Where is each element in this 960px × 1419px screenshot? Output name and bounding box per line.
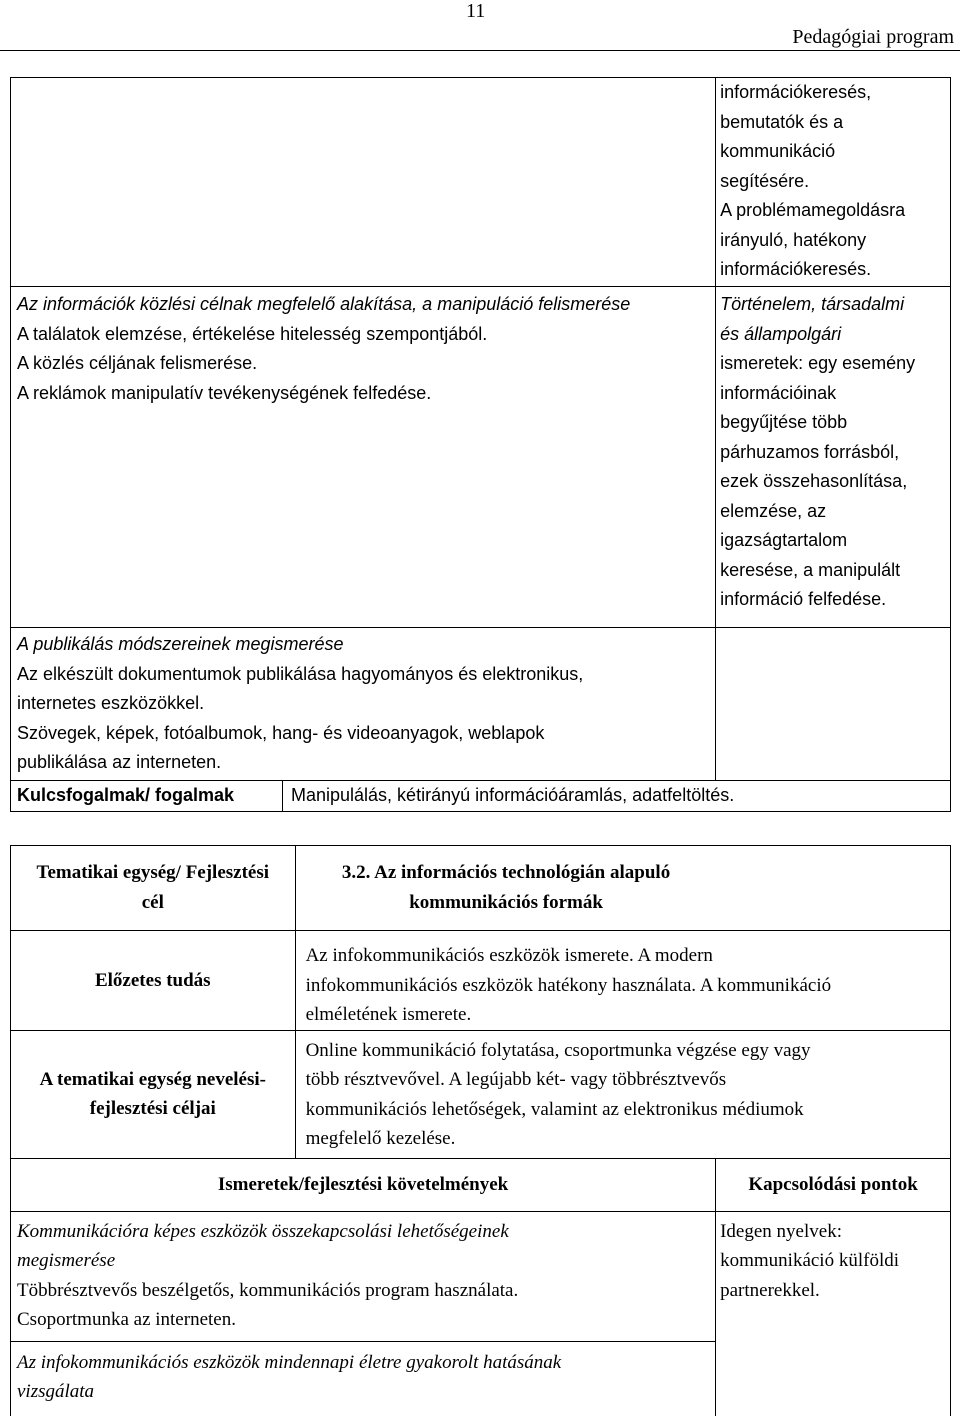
prior-knowledge-label-cell (11, 931, 296, 1031)
unit-label-line: Tematikai egység/ Fejlesztési (36, 862, 270, 883)
goals-label-line: fejlesztési céljai (89, 1098, 216, 1119)
cell-empty-top-left (11, 78, 716, 287)
text-line: több résztvevővel. A legújabb két- vagy többrésztvevős (305, 1069, 727, 1090)
cell-integration-top-right (716, 78, 951, 287)
text-line: információinak (720, 382, 837, 403)
text-line: kommunikációs lehetőségek, valamint az elektronikus médiumok (305, 1098, 804, 1120)
links-block-2 (716, 1341, 951, 1416)
goals-cell (295, 1030, 950, 1158)
keywords-label: Kulcsfogalmak/ fogalmak (11, 781, 283, 811)
requirements-block-2 (11, 1341, 716, 1416)
requirements-header-cell (11, 1158, 716, 1211)
section-heading: A publikálás módszereinek megismerése (17, 634, 344, 654)
text-line: ismeretek: egy esemény (720, 353, 916, 373)
text-line: Idegen nyelvek: (720, 1220, 842, 1242)
text-line: A közlés céljának felismerése. (17, 353, 258, 373)
text-line: partnerekkel. (720, 1279, 820, 1301)
header-rule (0, 50, 960, 51)
prior-knowledge-cell (295, 931, 950, 1031)
text-line: Az infokommunikációs eszközök ismerete. A modern (305, 945, 713, 966)
cell-publishing-section (11, 628, 716, 781)
requirement-heading-line: vizsgálata (17, 1381, 95, 1402)
cell-manipulation-section (11, 287, 716, 628)
text-line: kommunikáció külföldi (720, 1250, 900, 1271)
text-line: bemutatók és a (720, 111, 844, 132)
goals-label-cell (11, 1030, 296, 1158)
text-line: keresése, a manipulált (720, 559, 901, 580)
text-line: Az elkészült dokumentumok publikálása hagyományos és elektronikus, (17, 663, 584, 684)
prior-knowledge-label: Előzetes tudás (94, 969, 211, 991)
text-line: internetes eszközökkel. (17, 693, 205, 713)
top-table (10, 77, 951, 812)
subject-name-line: Történelem, társadalmi (720, 294, 905, 314)
page-number: 11 (466, 0, 486, 22)
unit-title-cell (295, 846, 950, 931)
text-line: A reklámok manipulatív tevékenységének felfedése. (17, 382, 432, 403)
text-line: Szövegek, képek, fotóalbumok, hang- és videoanyagok, weblapok (17, 722, 545, 743)
links-header-cell (716, 1158, 951, 1211)
links-block-1 (716, 1211, 951, 1341)
bottom-table (10, 845, 951, 1416)
text-line: Online kommunikáció folytatása, csoportmunka végzése egy vagy (305, 1039, 811, 1061)
text-line: infokommunikációs eszközök hatékony használata. A kommunikáció (305, 974, 832, 996)
subject-name-line: és állampolgári (720, 323, 842, 344)
unit-title-line: 3.2. Az információs technológián alapuló (341, 862, 671, 883)
requirements-header: Ismeretek/fejlesztési követelmények (217, 1173, 509, 1195)
text-line: ezek összehasonlítása, (720, 471, 908, 491)
text-line: Többrésztvevős beszélgetős, kommunikációs program használata. (17, 1279, 519, 1301)
cell-empty-publishing-right (716, 628, 951, 781)
text-line: A találatok elemzése, értékelése hitelesség szempontjából. (17, 323, 488, 344)
text-line: kommunikáció (720, 141, 836, 161)
text-line: információkeresés. (720, 259, 872, 279)
section-heading: Az információk közlési célnak megfelelő alakítása, a manipuláció felismerése (17, 294, 631, 314)
links-header: Kapcsolódási pontok (748, 1173, 918, 1195)
text-line: segítésére. (720, 170, 810, 191)
keywords-value: Manipulálás, kétirányú információáramlás, adatfeltöltés. (291, 785, 735, 805)
requirements-block-1 (11, 1211, 716, 1341)
requirement-heading-line: Az infokommunikációs eszközök mindennapi életre gyakorolt hatásának (17, 1351, 562, 1373)
cell-history-link (716, 287, 951, 628)
text-line: Csoportmunka az interneten. (17, 1309, 236, 1330)
requirement-heading-line: Kommunikációra képes eszközök összekapcsolási lehetőségeinek (17, 1220, 509, 1242)
text-line: elemzése, az (720, 500, 827, 521)
unit-label-line: cél (141, 891, 164, 913)
text-line: információkeresés, (720, 82, 872, 102)
running-header: Pedagógiai program (792, 26, 954, 48)
text-line: A problémamegoldásra (720, 200, 906, 220)
keywords-row (11, 781, 951, 812)
text-line: elméletének ismerete. (305, 1004, 472, 1025)
text-line: megfelelő kezelése. (305, 1128, 456, 1149)
goals-label-line: A tematikai egység nevelési- (39, 1068, 266, 1090)
unit-title-line: kommunikációs formák (409, 891, 603, 913)
text-line: párhuzamos forrásból, (720, 441, 900, 462)
unit-label-cell (11, 846, 296, 931)
text-line: igazságtartalom (720, 530, 848, 550)
text-line: információ felfedése. (720, 589, 887, 609)
text-line: begyűjtése több (720, 412, 848, 432)
text-line: irányuló, hatékony (720, 229, 867, 250)
requirement-heading-line: megismerése (17, 1250, 116, 1271)
text-line: publikálása az interneten. (17, 752, 222, 772)
